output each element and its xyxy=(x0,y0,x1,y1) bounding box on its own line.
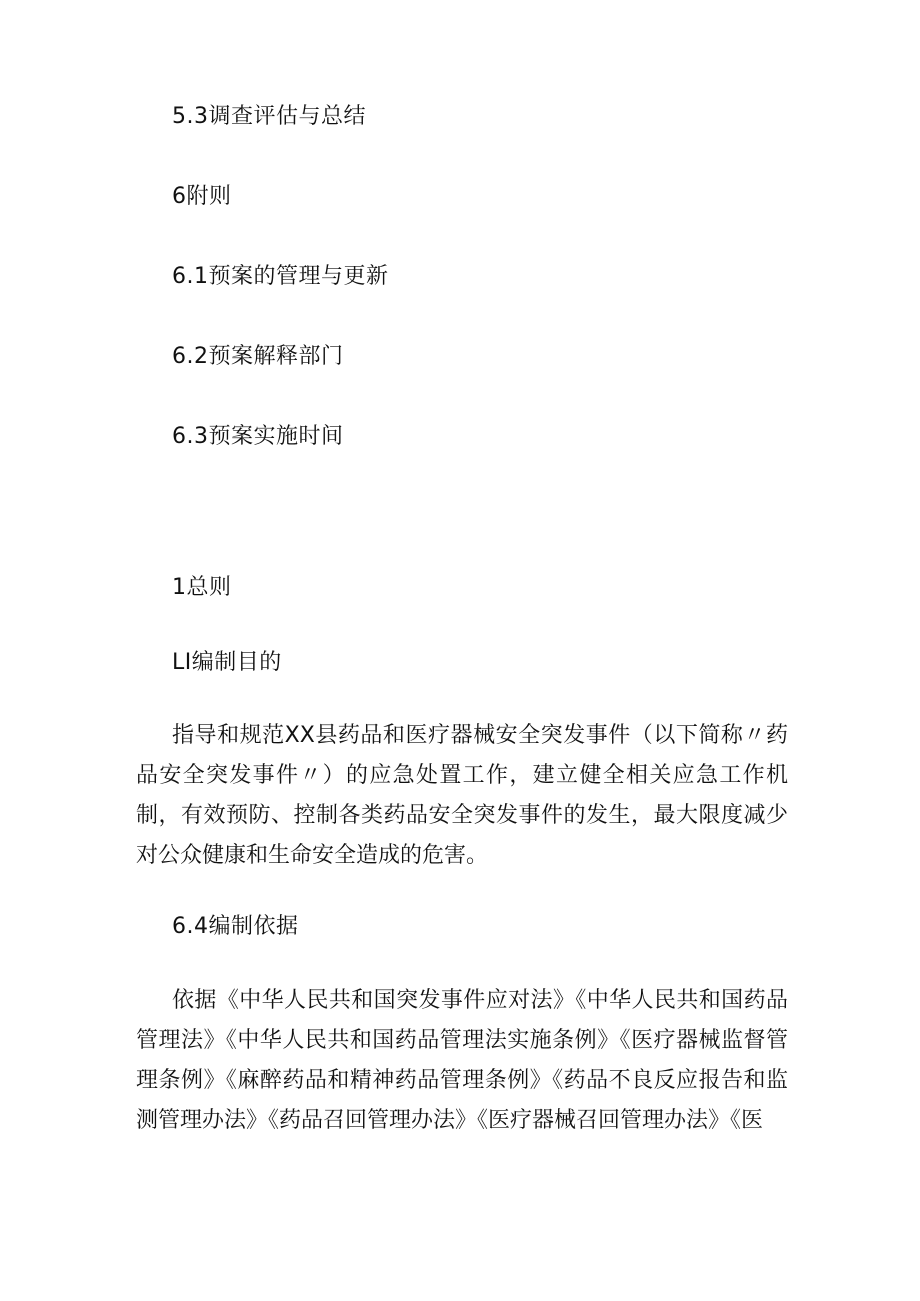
paragraph-basis: 依据《中华人民共和国突发事件应对法》《中华人民共和国药品管理法》《中华人民共和国药品管理法实施条例》《医疗器械监督管理条例》《麻醉药品和精神药品管理条例》《药品不良反应报告和监测管理办法》《药品召回管理办法》《医疗器械召回管理办法》《医 xyxy=(136,988,788,1133)
paragraph-purpose: 指导和规范XX县药品和医疗器械安全突发事件（以下简称〃药品安全突发事件〃）的应急处置工作，建立健全相关应急工作机制，有效预防、控制各类药品安全突发事件的发生，最大限度减少对公众健康和生命安全造成的危害。 xyxy=(136,723,788,868)
heading-1: 1总则 xyxy=(172,575,232,600)
heading-6: 6附则 xyxy=(172,184,232,209)
heading-1-1: LI编制目的 xyxy=(172,650,282,675)
heading-6-1: 6.1预案的管理与更新 xyxy=(172,264,389,289)
heading-6-3: 6.3预案实施时间 xyxy=(172,424,344,449)
heading-6-4: 6.4编制依据 xyxy=(172,914,299,939)
heading-6-2: 6.2预案解释部门 xyxy=(172,344,344,369)
heading-5-3: 5.3调查评估与总结 xyxy=(172,104,366,129)
